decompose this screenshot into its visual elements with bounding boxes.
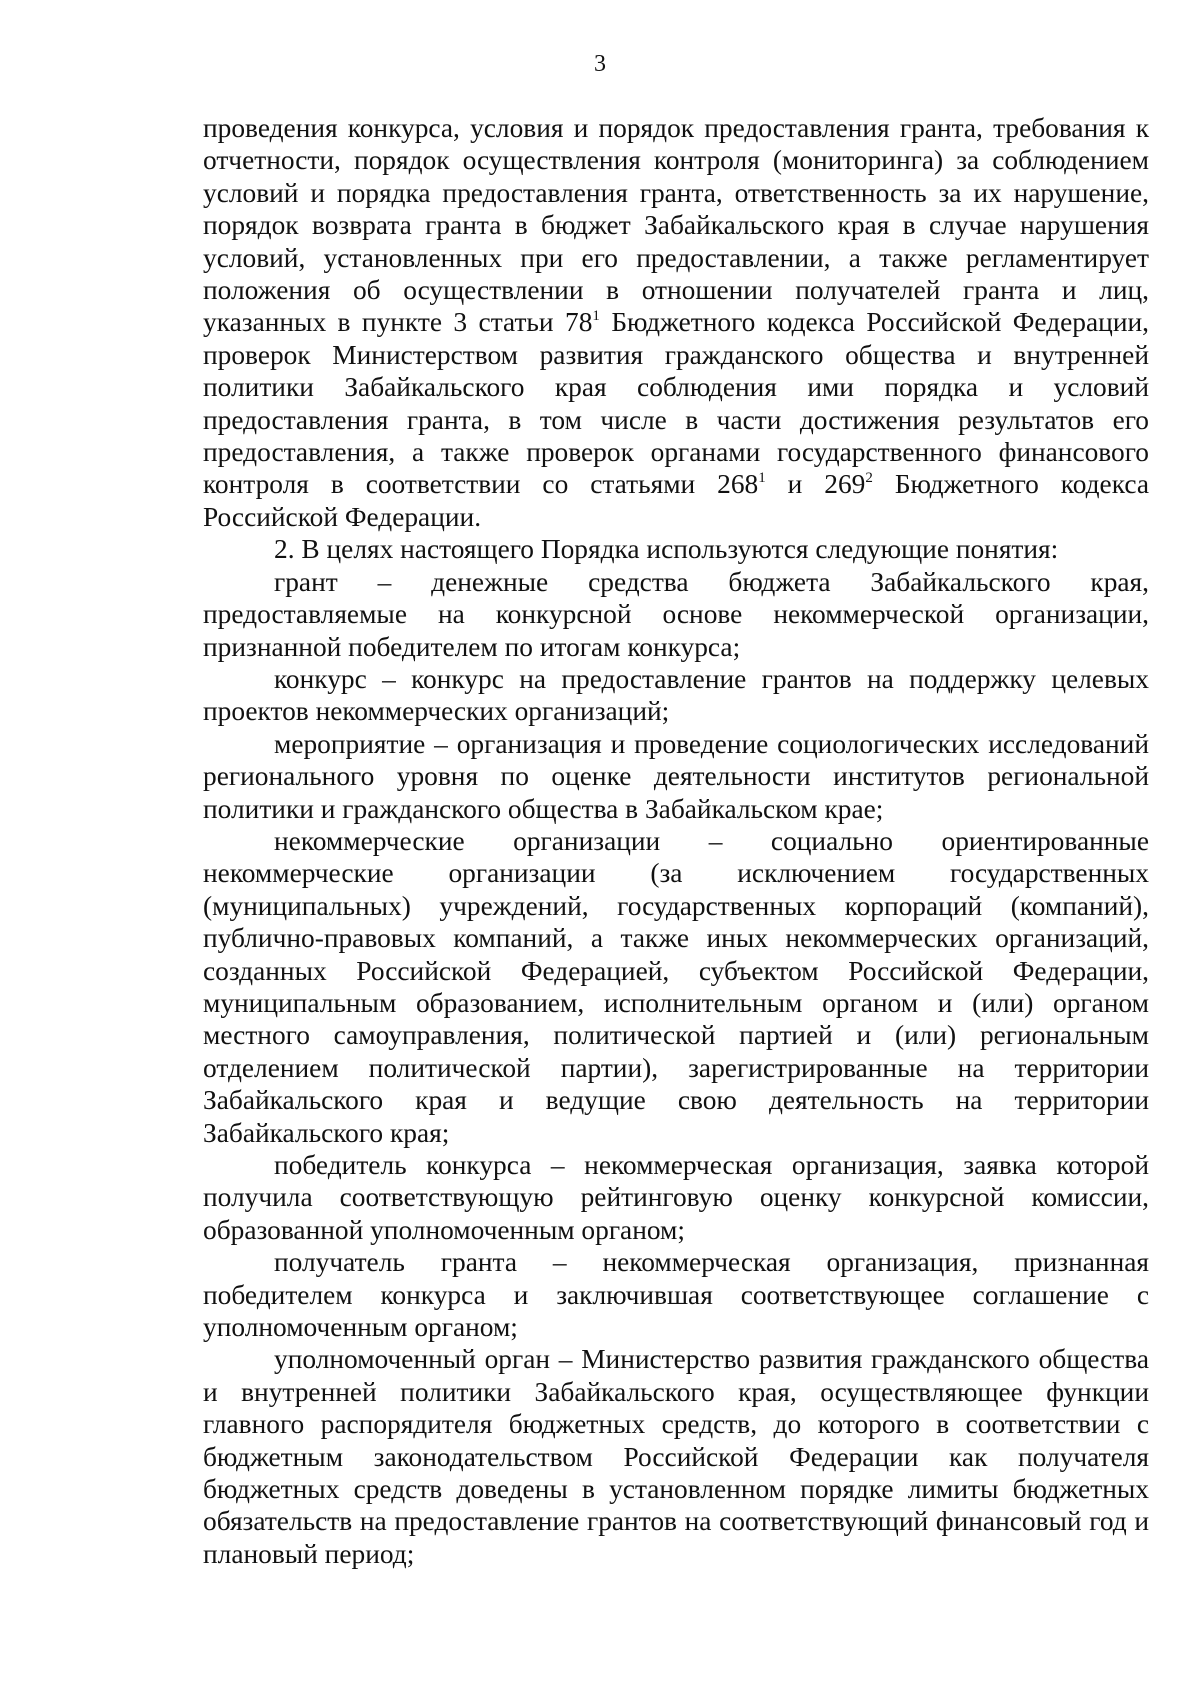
definition-grant-recipient: получатель гранта – некоммерческая организация, признанная победителем конкурса и заключившая соответствующее соглашение с уполномоченным органом; (203, 1247, 1149, 1343)
paragraph-definitions-intro: 2. В целях настоящего Порядка используются следующие понятия: (274, 534, 1059, 565)
intro-text-part-3: и 269 (765, 469, 866, 500)
superscript: 1 (758, 470, 766, 487)
intro-text-part-4: Бюджетного кодекса Российской Федерации. (203, 469, 1149, 532)
definition-contest-winner: победитель конкурса – некоммерческая организация, заявка которой получила соответствующую рейтинговую оценку конкурсной комиссии, образованной уполномоченным органом; (203, 1150, 1149, 1245)
definition-grant: грант – денежные средства бюджета Забайкальского края, предоставляемые на конкурсной основе некоммерческой организации, признанной победителем по итогам конкурса; (203, 566, 1149, 662)
document-body (203, 112, 1149, 1570)
definition-event: мероприятие – организация и проведение социологических исследований регионального уровня по оценке деятельности институтов региональной политики и гражданского общества в Забайкальском крае; (203, 728, 1149, 824)
superscript: 2 (865, 470, 873, 487)
definition-nonprofit-organizations: некоммерческие организации – социально ориентированные некоммерческие организации (за исключением государственных (муниципальных) учреждений, государственных корпораций (компаний), публично-правовых компаний, а также иных некоммерческих организаций, созданных Российской Федерацией, субъектом Российской Федерации, муниципальным образованием, исполнительным органом и (или) органом местного самоуправления, политической партией и (или) региональным отделением политической партии), зарегистрированные на территории Забайкальского края и ведущие свою деятельность на территории Забайкальского края; (203, 825, 1149, 1148)
intro-text-part-1: проведения конкурса, условия и порядок предоставления гранта, требования к отчетности, порядок осуществления контроля (мониторинга) за соблюдением условий и порядка предоставления гранта, ответственность за их нарушение, порядок возврата гранта в бюджет Забайкальского края в случае нарушения условий, установленных при его предоставлении, а также регламентирует положения об осуществлении в отношении получателей гранта и лиц, указанных в пункте 3 статьи 78 (203, 113, 1149, 338)
intro-paragraph (203, 112, 1149, 533)
superscript: 1 (592, 308, 600, 325)
definition-contest: конкурс – конкурс на предоставление грантов на поддержку целевых проектов некоммерческих организаций; (203, 663, 1149, 727)
page-number: 3 (594, 51, 606, 77)
definition-authorized-body: уполномоченный орган – Министерство развития гражданского общества и внутренней политики Забайкальского края, осуществляющее функции главного распорядителя бюджетных средств, до которого в соответствии с бюджетным законодательством Российской Федерации как получателя бюджетных средств доведены в установленном порядке лимиты бюджетных обязательств на предоставление грантов на соответствующий финансовый год и плановый период; (203, 1344, 1149, 1569)
intro-text-part-2: Бюджетного кодекса Российской Федерации, проверок Министерством развития гражданского общества и внутренней политики Забайкальского края соблюдения ими порядка и условий предоставления гранта, в том числе в части достижения результатов его предоставления, а также проверок органами государственного финансового контроля в соответствии со статьями 268 (203, 307, 1149, 500)
